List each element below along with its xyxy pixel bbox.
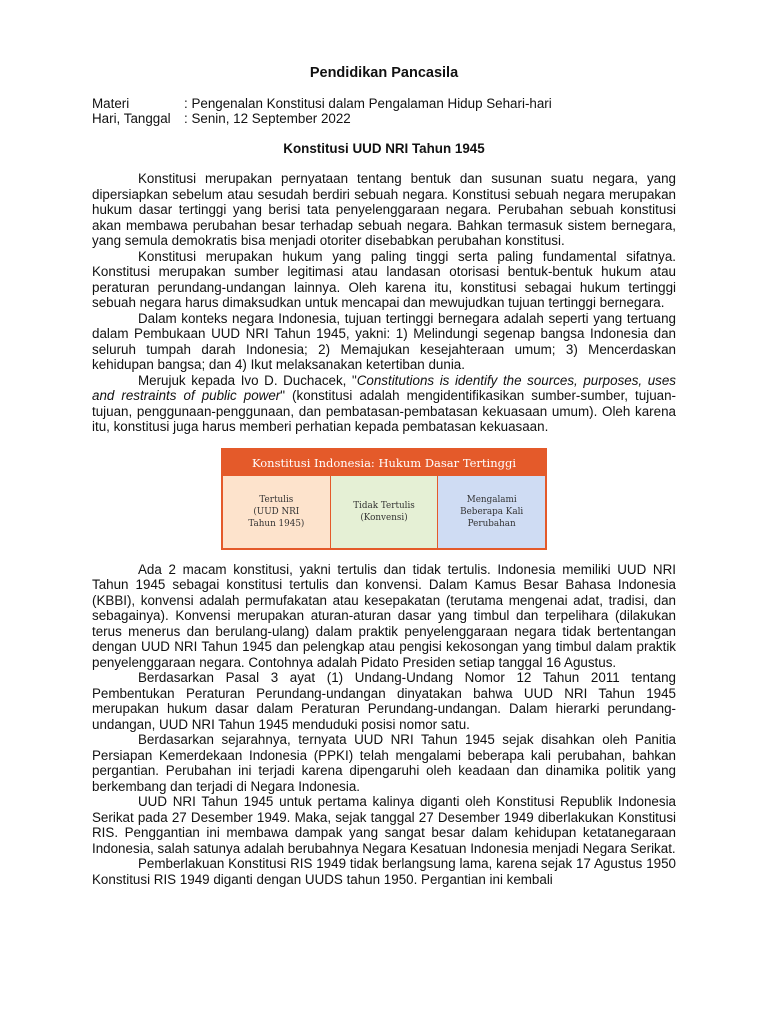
paragraph: Ada 2 macam konstitusi, yakni tertulis dan tidak tertulis. Indonesia memiliki UUD NRI Tahun 1945 sebagai konstitusi tertulis dan konvensi. Dalam Kamus Besar Bahasa Indonesia (KBBI), konvensi adalah permufakatan atau kesepakatan (terutama mengenai adat, tradisi, dan sebagainya). Konvensi merupakan aturan-aturan dasar yang timbul dan terpelihara (dilakukan terus menerus dan berulang-ulang) dalam praktik penyelenggaraan negara tidak bertentangan dengan UUD NRI Tahun 1945 dan pelengkap atau pengisi kekosongan yang timbul dalam praktik penyelenggaraan negara. Contohnya adalah Pidato Presiden setiap tanggal 16 Agustus.: [92, 561, 676, 670]
meta-label: Materi: [92, 95, 130, 111]
paragraph: Konstitusi merupakan hukum yang paling tinggi serta paling fundamental sifatnya. Konstitusi merupakan sumber legitimasi atau landasan otorisasi bentuk-bentuk hukum atau peraturan perundang-undangan lainnya. Oleh karena itu, konstitusi sebagai hukum tertinggi sebuah negara harus dimaksudkan untuk mencapai dan mewujudkan tujuan tertinggi bernegara.: [92, 248, 676, 310]
meta-row-materi: [92, 96, 676, 112]
section-title: Konstitusi UUD NRI Tahun 1945: [283, 140, 485, 156]
paragraph: Dalam konteks negara Indonesia, tujuan tertinggi bernegara adalah seperti yang tertuang dalam Pembukaan UUD NRI Tahun 1945, yakni: 1) Melindungi segenap bangsa Indonesia dan seluruh tumpah darah Indonesia; 2) Memajukan kesejahteraan umum; 3) Mencerdaskan kehidupan bangsa; dan 4) Ikut melaksanakan ketertiban dunia.: [92, 310, 676, 372]
diagram-header: Konstitusi Indonesia: Hukum Dasar Tertinggi: [223, 450, 545, 476]
paragraph-quote: [92, 373, 676, 435]
paragraph: Berdasarkan sejarahnya, ternyata UUD NRI Tahun 1945 sejak disahkan oleh Panitia Persiapan Kemerdekaan Indonesia (PPKI) telah mengalami beberapa kali perubahan, bahkan pergantian. Perubahan ini terjadi karena dipengaruhi oleh keadaan dan dinamika politik yang berkembang dan terjadi di Negara Indonesia.: [92, 732, 676, 794]
meta-row-date: [92, 111, 676, 127]
paragraph: UUD NRI Tahun 1945 untuk pertama kalinya diganti oleh Konstitusi Republik Indonesia Serikat pada 27 Desember 1949. Maka, sejak tanggal 27 Desember 1949 diberlakukan Konstitusi RIS. Penggantian ini membawa dampak yang sangat besar dalam kehidupan ketatanegaraan Indonesia, salah satunya adalah berubahnya Negara Kesatuan Indonesia menjadi Negara Serikat.: [92, 794, 676, 856]
constitution-diagram: [221, 448, 547, 550]
meta-value: : Senin, 12 September 2022: [184, 111, 351, 126]
diagram-cell-perubahan: Mengalami Beberapa Kali Perubahan: [438, 476, 545, 548]
paragraph: Konstitusi merupakan pernyataan tentang bentuk dan susunan suatu negara, yang dipersiapkan sebelum atau sesudah berdiri sebuah negara. Konstitusi sebuah negara merupakan hukum dasar tertinggi yang berisi tata penyelenggaraan negara. Perubahan sebuah konstitusi akan membawa perubahan besar terhadap sebuah negara. Bahkan termasuk sistem bernegara, yang semula demokratis bisa menjadi otoriter disebabkan perubahan konstitusi.: [92, 171, 676, 248]
quote-lead: Merujuk kepada Ivo D. Duchacek, ": [138, 372, 357, 388]
quote-tail: " (konstitusi adalah mengidentifikasikan sumber-sumber, tujuan-tujuan, penggunaan-penggunaan, dan pembatasan-pembatasan kekuasaan umum). Oleh karena itu, konstitusi juga harus memberi perhatian kepada pembatasan kekuasaan.: [92, 388, 677, 434]
meta-value: : Pengenalan Konstitusi dalam Pengalaman Hidup Sehari-hari: [184, 95, 552, 111]
paragraph: Berdasarkan Pasal 3 ayat (1) Undang-Undang Nomor 12 Tahun 2011 tentang Pembentukan Peraturan Perundang-undangan dinyatakan bahwa UUD NRI Tahun 1945 merupakan hukum dasar dalam Peraturan Perundang-undangan. Dalam hierarki perundang-undangan, UUD NRI Tahun 1945 menduduki posisi nomor satu.: [92, 670, 676, 732]
quote-text: Constitutions is identify the sources, purposes, uses and restraints of public power: [92, 372, 676, 403]
paragraph: Pemberlakuan Konstitusi RIS 1949 tidak berlangsung lama, karena sejak 17 Agustus 1950 Konstitusi RIS 1949 diganti dengan UUDS tahun 1950. Pergantian ini kembali: [92, 856, 676, 887]
document-title: Pendidikan Pancasila: [309, 65, 459, 81]
document-page: [92, 66, 676, 887]
diagram-cell-tertulis: Tertulis (UUD NRI Tahun 1945): [223, 476, 331, 548]
meta-label: Hari, Tanggal: [92, 111, 171, 126]
diagram-row: [223, 476, 545, 548]
diagram-cell-tidak-tertulis: Tidak Tertulis (Konvensi): [331, 476, 439, 548]
meta-info: [92, 96, 676, 127]
